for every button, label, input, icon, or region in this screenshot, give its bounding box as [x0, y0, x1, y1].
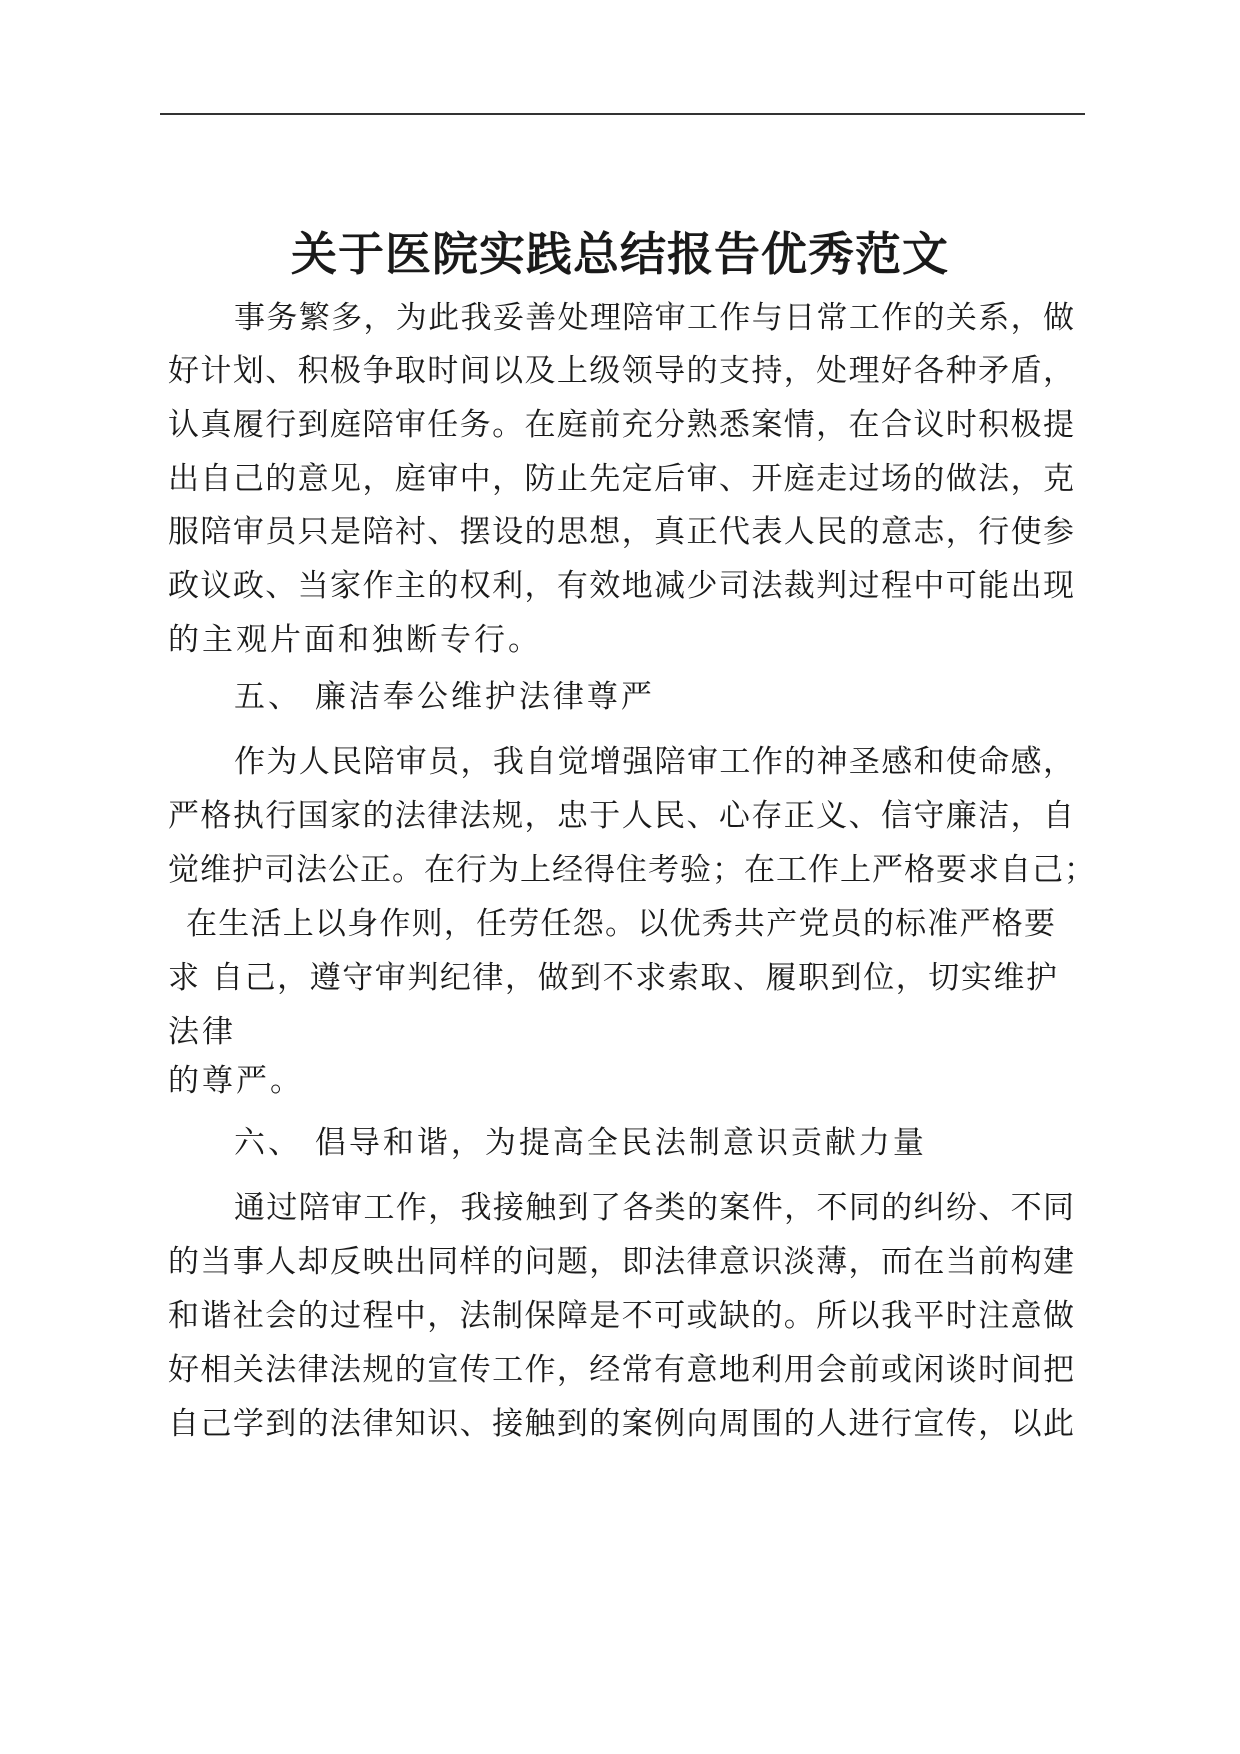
section-heading-six: 六、 倡导和谐，为提高全民法制意识贡献力量 [234, 1125, 927, 1161]
paragraph-line: 的当事人却反映出同样的问题，即法律意识淡薄，而在当前构建 [168, 1244, 1075, 1280]
paragraph-line: 严格执行国家的法律法规，忠于人民、心存正义、信守廉洁，自 [168, 798, 1075, 834]
header-rule [160, 113, 1085, 115]
paragraph-line: 服陪审员只是陪衬、摆设的思想，真正代表人民的意志，行使参 [168, 514, 1075, 550]
paragraph-line: 法律 [168, 1014, 236, 1050]
paragraph-line: 好相关法律法规的宣传工作，经常有意地利用会前或闲谈时间把 [168, 1352, 1075, 1388]
paragraph-line: 政议政、当家作主的权利，有效地减少司法裁判过程中可能出现 [168, 568, 1075, 604]
paragraph-line: 出自己的意见，庭审中，防止先定后审、开庭走过场的做法，克 [168, 461, 1075, 497]
section-heading-five: 五、 廉洁奉公维护法律尊严 [234, 679, 655, 715]
paragraph-line: 事务繁多，为此我妥善处理陪审工作与日常工作的关系，做 [234, 300, 1075, 336]
paragraph-line: 作为人民陪审员，我自觉增强陪审工作的神圣感和使命感， [234, 744, 1075, 780]
paragraph-line: 的主观片面和独断专行。 [168, 622, 542, 658]
paragraph-line: 认真履行到庭陪审任务。在庭前充分熟悉案情，在合议时积极提 [168, 407, 1075, 443]
document-title: 关于医院实践总结报告优秀范文 [291, 227, 949, 281]
paragraph-line: 觉维护司法公正。在行为上经得住考验；在工作上严格要求自己； [168, 852, 1096, 888]
paragraph-line: 在生活上以身作则，任劳任怨。以优秀共产党员的标准严格要 [186, 906, 1056, 942]
paragraph-line: 和谐社会的过程中，法制保障是不可或缺的。所以我平时注意做 [168, 1298, 1075, 1334]
paragraph-line: 通过陪审工作，我接触到了各类的案件，不同的纠纷、不同 [234, 1190, 1075, 1226]
paragraph-line: 的尊严。 [168, 1063, 304, 1099]
paragraph-line: 自己学到的法律知识、接触到的案例向周围的人进行宣传，以此 [168, 1406, 1075, 1442]
paragraph-line: 好计划、积极争取时间以及上级领导的支持，处理好各种矛盾， [168, 353, 1075, 389]
paragraph-line: 求 自己，遵守审判纪律，做到不求索取、履职到位，切实维护 [168, 960, 1058, 996]
